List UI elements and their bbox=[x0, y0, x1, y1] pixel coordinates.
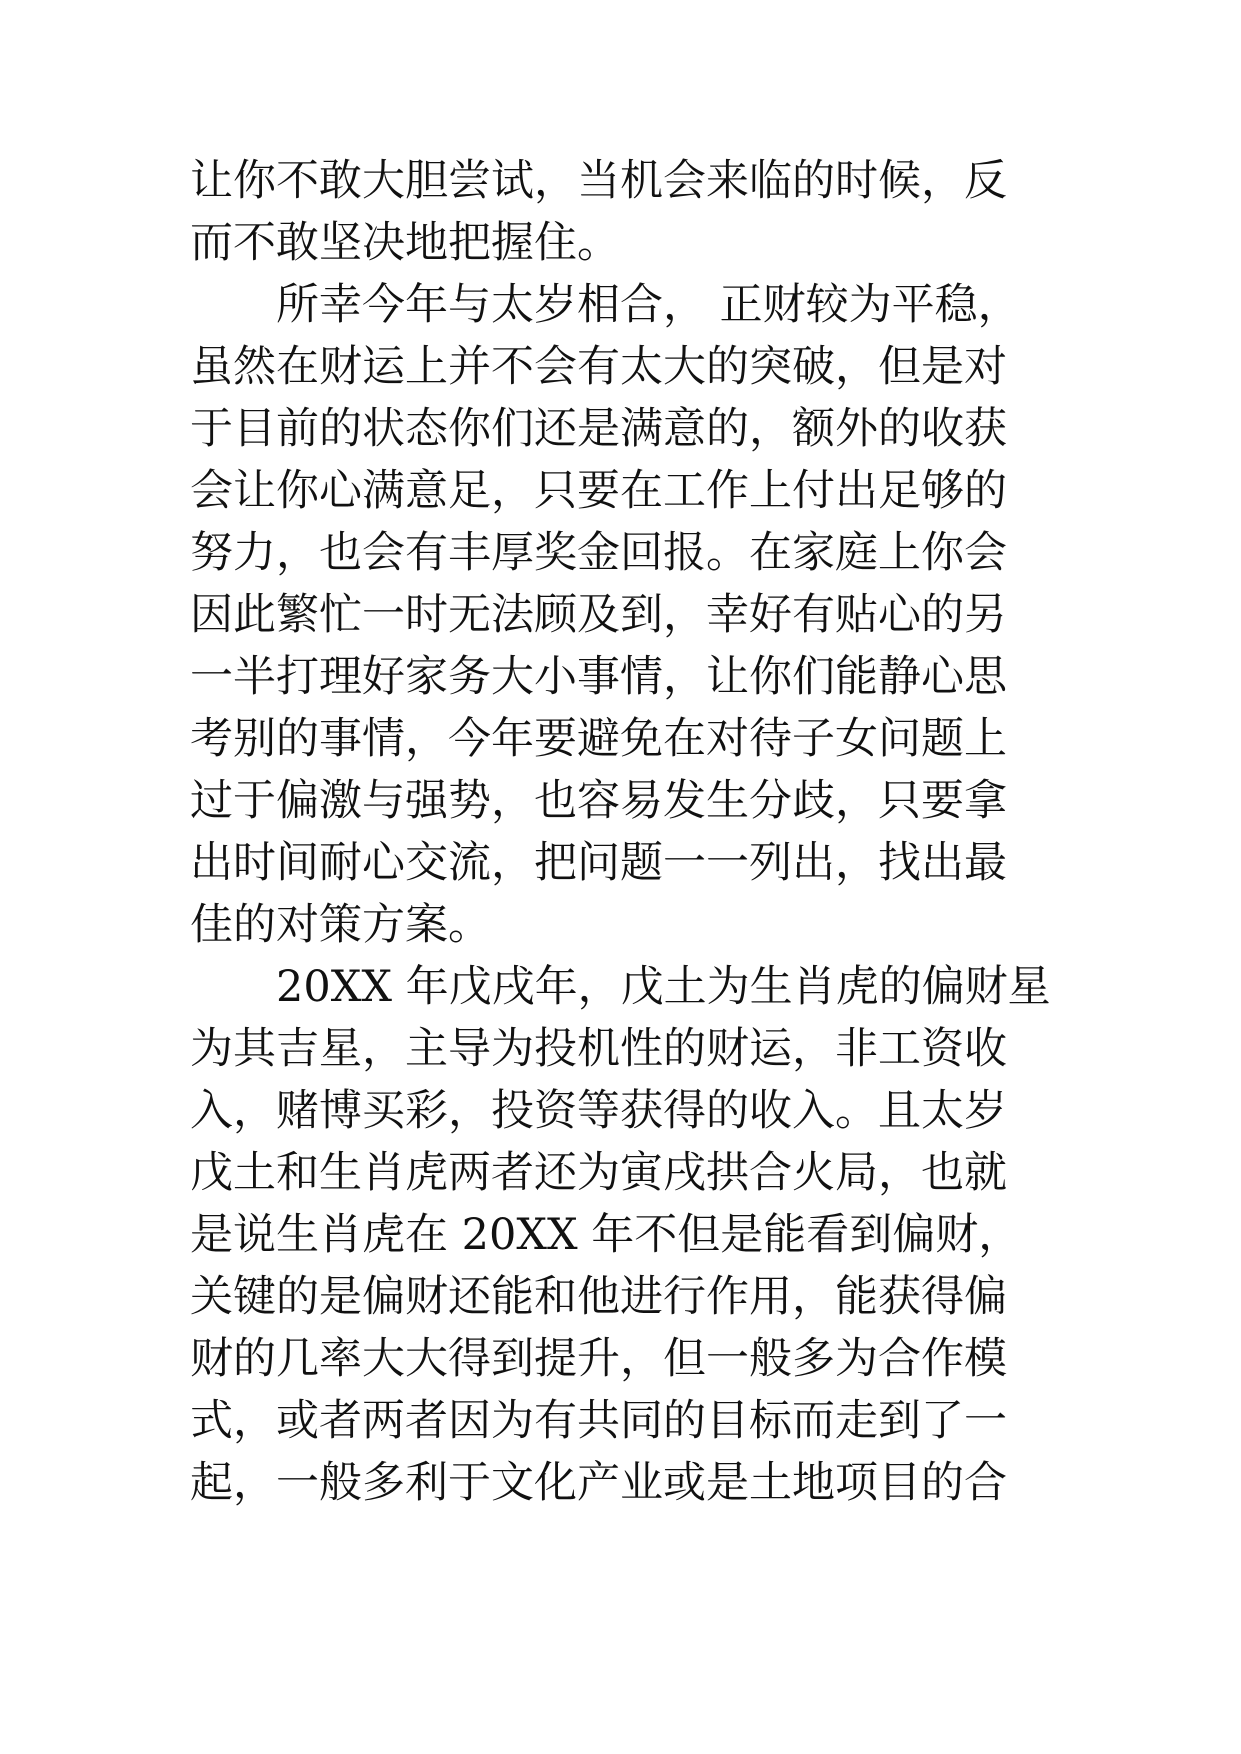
text-line: 20XX 年戊戌年，戊土为生肖虎的偏财星 bbox=[190, 962, 1051, 1012]
text-line: 出时间耐心交流，把问题一一列出，找出最 bbox=[190, 838, 1007, 888]
text-line: 关键的是偏财还能和他进行作用，能获得偏 bbox=[190, 1272, 1007, 1322]
text-line: 于目前的状态你们还是满意的，额外的收获 bbox=[190, 404, 1007, 454]
text-line: 是说生肖虎在 20XX 年不但是能看到偏财， bbox=[190, 1210, 1022, 1260]
text-line: 因此繁忙一时无法顾及到，幸好有贴心的另 bbox=[190, 590, 1007, 640]
text-line: 式，或者两者因为有共同的目标而走到了一 bbox=[190, 1396, 1007, 1446]
text-line: 为其吉星，主导为投机性的财运，非工资收 bbox=[190, 1024, 1007, 1074]
document-body bbox=[190, 150, 1070, 1514]
text-line: 努力，也会有丰厚奖金回报。在家庭上你会 bbox=[190, 528, 1007, 578]
text-line: 会让你心满意足，只要在工作上付出足够的 bbox=[190, 466, 1007, 516]
text-line: 虽然在财运上并不会有太大的突破，但是对 bbox=[190, 342, 1007, 392]
text-line: 起，一般多利于文化产业或是土地项目的合 bbox=[190, 1458, 1007, 1508]
text-line: 考别的事情，今年要避免在对待子女问题上 bbox=[190, 714, 1007, 764]
text-line: 所幸今年与太岁相合， 正财较为平稳， bbox=[190, 280, 1021, 330]
text-line: 让你不敢大胆尝试，当机会来临的时候，反 bbox=[190, 156, 1007, 206]
text-line: 一半打理好家务大小事情，让你们能静心思 bbox=[190, 652, 1007, 702]
text-line: 佳的对策方案。 bbox=[190, 900, 491, 950]
text-line: 入，赌博买彩，投资等获得的收入。且太岁 bbox=[190, 1086, 1007, 1136]
text-line: 戊土和生肖虎两者还为寅戌拱合火局，也就 bbox=[190, 1148, 1007, 1198]
text-line: 过于偏激与强势，也容易发生分歧，只要拿 bbox=[190, 776, 1007, 826]
text-line: 而不敢坚决地把握住。 bbox=[190, 218, 620, 268]
text-line: 财的几率大大得到提升，但一般多为合作模 bbox=[190, 1334, 1007, 1384]
